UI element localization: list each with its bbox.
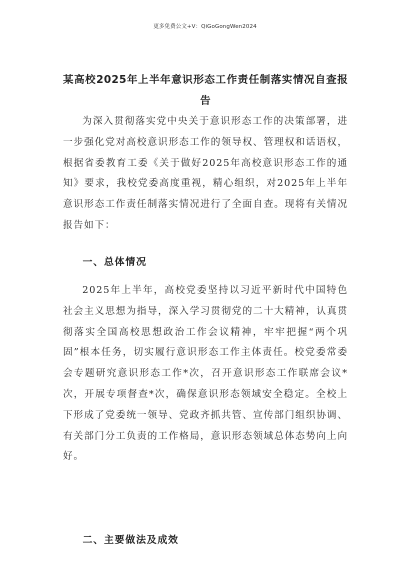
section-1-heading: 一、总体情况 <box>82 257 147 268</box>
section-1 <box>63 254 348 268</box>
intro-paragraph: 为深入贯彻落实党中央关于意识形态工作的决策部署，进一步强化党对高校意识形态工作的领导权、管理权和话语权，根据省委教育工委《关于做好2025年高校意识形态工作的通知》要求，我校党委高度重视，精心组织，对2025年上半年意识形态工作责任制落实情况进行了全面自查。现将有关情况报告如下： <box>63 116 348 231</box>
header-note: 更多免费公文+V：QiGoGongWen2024 <box>153 24 257 30</box>
section-2-heading: 二、主要做法及成效 <box>82 535 179 546</box>
intro-block <box>63 112 348 237</box>
document-title: 某高校2025年上半年意识形态工作责任制落实情况自查报告 <box>63 74 348 107</box>
section-1-body <box>63 281 348 468</box>
section-2 <box>63 532 348 546</box>
section-1-paragraph: 2025年上半年，高校党委坚持以习近平新时代中国特色社会主义思想为指导，深入学习贯彻党的二十大精神，认真贯彻落实全国高校思想政治工作会议精神，牢牢把握“两个巩固”根本任务，切实履行意识形态工作主体责任。校党委常委会专题研究意识形态工作*次，召开意识形态工作联席会议*次，开展专项督查*次，确保意识形态领域安全稳定。全校上下形成了党委统一领导、党政齐抓共管、宣传部门组织协调、有关部门分工负责的工作格局，意识形态领域总体态势向上向好。 <box>63 285 348 463</box>
